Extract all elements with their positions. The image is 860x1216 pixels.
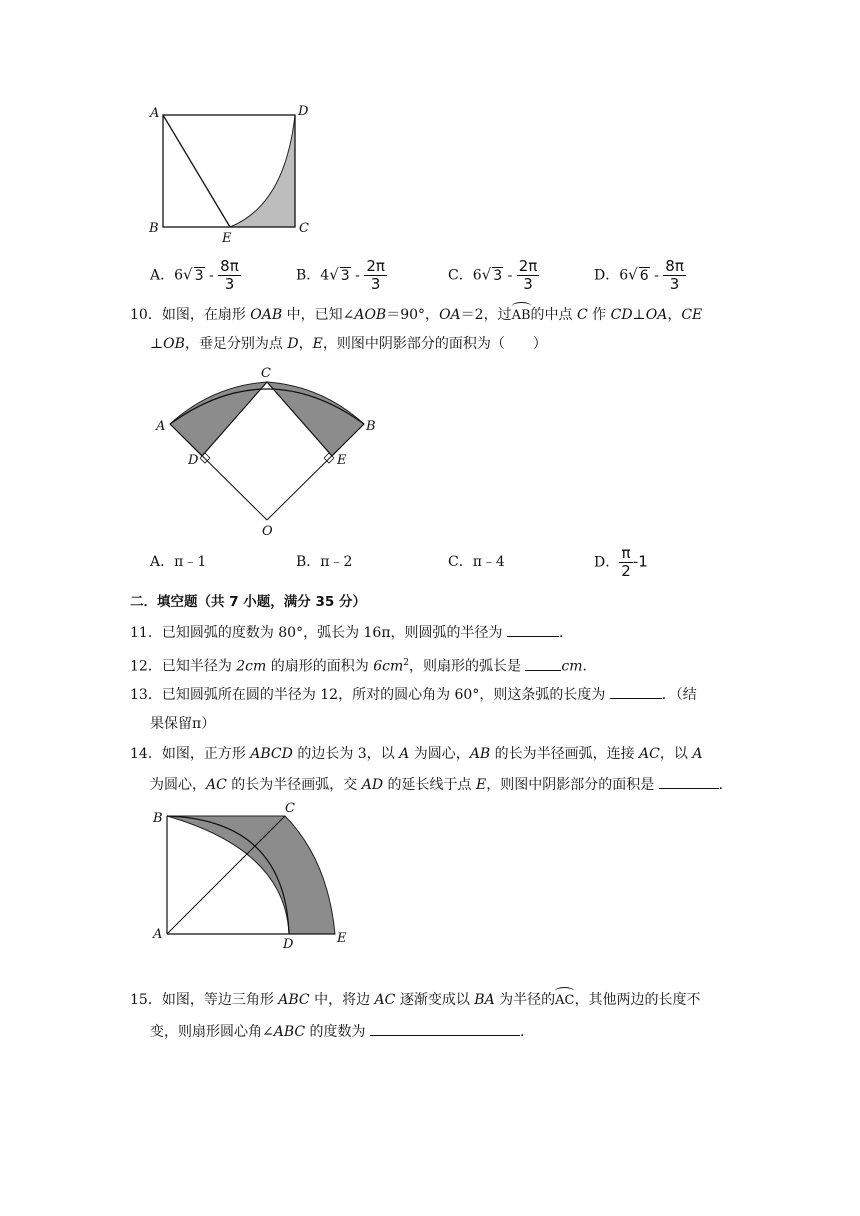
q10-figure <box>150 362 390 542</box>
q10-shaded-right <box>267 382 364 456</box>
q10-stem-line2: ⊥OB，垂足分别为点 D，E，则图中阴影部分的面积为（ ） <box>150 336 547 352</box>
q10-label-b: B <box>366 419 376 434</box>
q14-answer-blank[interactable] <box>659 774 719 789</box>
q10-option-a: A．π﹣1 <box>150 554 207 570</box>
arc-ab-symbol: AB <box>512 306 531 326</box>
q9-label-e: E <box>222 231 232 245</box>
q14-stem-line2: 为圆心，AC 的长为半径画弧，交 AD 的延长线于点 E，则图中阴影部分的面积是 ． <box>150 774 733 795</box>
q14-label-a: A <box>153 927 163 942</box>
q9-option-b: B．4√ 3 - $\frac{2\pi}{3}$ <box>296 257 385 293</box>
q15-stem-line1: 15．如图，等边三角形 ABC 中，将边 AC 逐渐变成以 BA 为半径的AC，其他两边的长度不 <box>130 990 700 1011</box>
q14-label-c: C <box>285 801 295 816</box>
q10-option-c: C．π﹣4 <box>448 554 505 570</box>
q9-label-b: B <box>149 221 159 236</box>
q10-option-d: D． $\frac{\pi}{2}$ -1 <box>594 544 648 580</box>
q9-shaded-region <box>230 115 295 227</box>
q13-stem-line2: 果保留π） <box>150 716 216 732</box>
q14-shaded-region <box>167 816 335 934</box>
q9-option-c: C．6√ 3 - $\frac{2\pi}{3}$ <box>448 257 538 293</box>
q15-answer-blank[interactable] <box>370 1021 520 1036</box>
q10-label-c: C <box>261 366 271 381</box>
q14-figure <box>145 800 365 950</box>
q10-label-e: E <box>337 453 347 468</box>
q9-label-a: A <box>150 106 160 121</box>
q13-stem-line1: 13．已知圆弧所在圆的半径为 12，所对的圆心角为 60°，则这条弧的长度为 ．（结 <box>130 684 697 705</box>
q11-answer-blank[interactable] <box>507 622 559 637</box>
q11-stem: 11．已知圆弧的度数为 80°，弧长为 16π，则圆弧的半径为 ． <box>130 622 573 643</box>
arc-ac-symbol: AC <box>555 991 574 1011</box>
q14-label-b: B <box>153 811 163 826</box>
q12-answer-blank[interactable] <box>525 656 561 671</box>
q10-label-d: D <box>188 453 199 468</box>
q9-figure <box>140 95 330 245</box>
section-title: 二．填空题（共 7 小题，满分 35 分） <box>130 594 366 610</box>
q9-segment-ae <box>163 115 230 227</box>
q9-label-c: C <box>299 221 309 236</box>
q10-label-a: A <box>156 419 166 434</box>
q10-stem-line1: 10．如图，在扇形 OAB 中，已知∠AOB＝90°，OA＝2，过AB的中点 C 作 CD⊥OA，CE <box>130 305 702 326</box>
q10-label-o: O <box>262 524 273 539</box>
q10-segment-ob <box>267 424 364 520</box>
q10-option-b: B．π﹣2 <box>296 554 353 570</box>
q12-stem: 12．已知半径为 2cm 的扇形的面积为 $6cm^2$，则扇形的弧长是 cm． <box>130 653 597 677</box>
q10-segment-oa <box>170 424 267 520</box>
q13-answer-blank[interactable] <box>610 684 662 699</box>
q9-option-d: D．6√ 6 - $\frac{8\pi}{3}$ <box>594 257 684 293</box>
q9-option-a: A．6√ 3 - $\frac{8\pi}{3}$ <box>150 257 239 293</box>
q14-label-e: E <box>337 931 347 946</box>
q14-stem-line1: 14．如图，正方形 ABCD 的边长为 3，以 A 为圆心，AB 的长为半径画弧，连接 AC，以 A <box>130 746 703 762</box>
q10-shaded-left <box>170 382 267 456</box>
q9-label-d: D <box>298 104 309 119</box>
q15-stem-line2: 变，则扇形圆心角∠ABC 的度数为 ． <box>150 1021 534 1042</box>
q14-label-d: D <box>283 937 294 950</box>
